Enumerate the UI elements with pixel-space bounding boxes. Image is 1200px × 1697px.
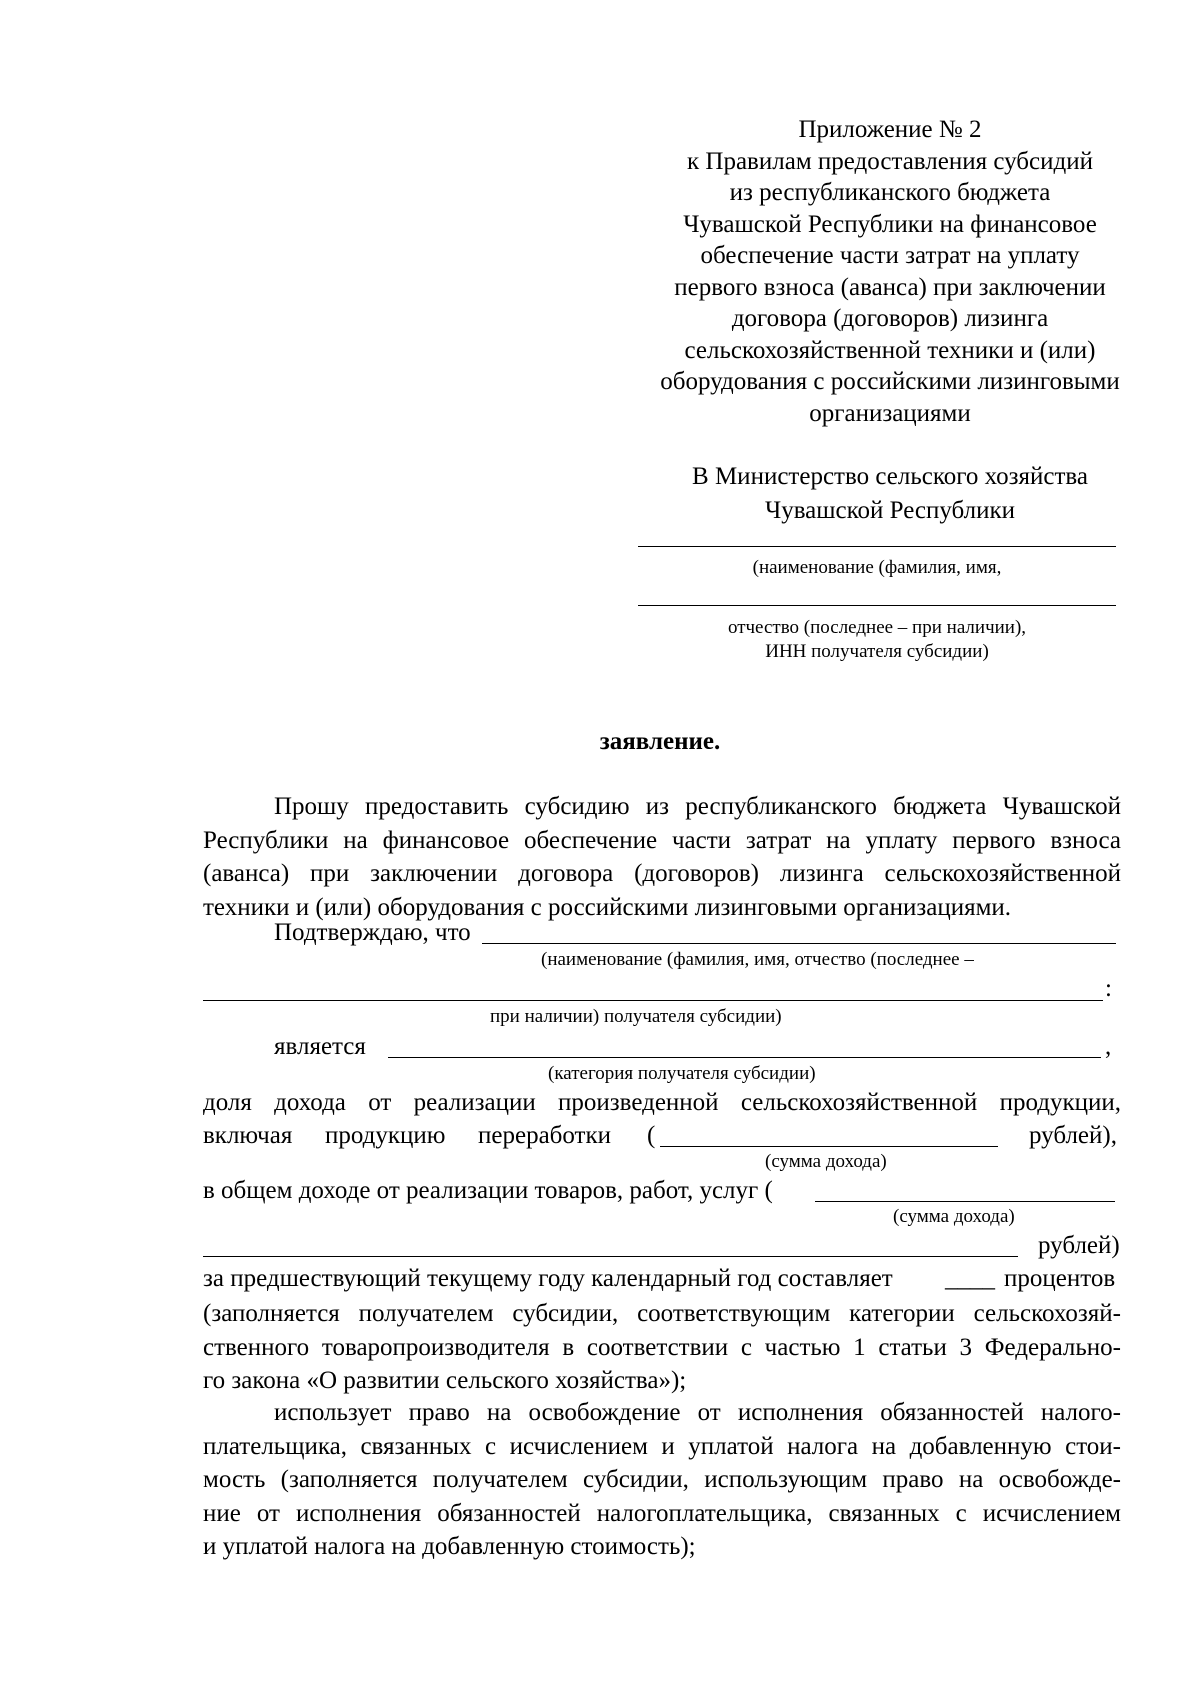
document-title: заявление. — [599, 728, 721, 755]
recipient-name-field-continued[interactable] — [203, 1000, 1103, 1001]
paragraph-line: мость (заполняется получателем субсидии, использующим право на освобожде- — [203, 1466, 1121, 1494]
income-word: продукцию — [325, 1122, 446, 1149]
field-caption: (наименование (фамилия, имя, — [752, 557, 1002, 578]
processing-income-field[interactable] — [660, 1146, 998, 1147]
income-word: включая — [203, 1122, 293, 1149]
appendix-line: Приложение № 2 — [798, 116, 982, 143]
income-line — [203, 1088, 1121, 1118]
field-caption: (наименование (фамилия, имя, отчество (последнее – — [541, 949, 974, 970]
paragraph-line: го закона «О развитии сельского хозяйства»); — [203, 1367, 687, 1395]
comma: , — [1105, 1033, 1112, 1060]
addressee-line: В Министерство сельского хозяйства — [692, 463, 1088, 490]
appendix-header — [600, 114, 1180, 429]
appendix-line: организациями — [809, 399, 971, 427]
appendix-line: обеспечение части затрат на уплату — [700, 242, 1080, 269]
field-caption: (сумма дохода) — [765, 1151, 887, 1172]
percent-unit: процентов — [1004, 1265, 1116, 1292]
colon: : — [1105, 975, 1112, 1002]
paragraph-line: и уплатой налога на добавленную стоимость); — [203, 1533, 696, 1561]
field-caption: отчество (последнее – при наличии), — [727, 617, 1027, 638]
income-text: доля дохода от реализации произведенной сельскохозяйственной продукции, — [203, 1089, 1121, 1116]
field-caption: ИНН получателя субсидии) — [765, 641, 989, 662]
field-caption: (категория получателя субсидии) — [548, 1063, 816, 1084]
vat-paragraph — [203, 1396, 1121, 1564]
confirm-lead: Подтверждаю, что — [274, 919, 471, 946]
applicant-inn-field[interactable] — [638, 605, 1116, 606]
request-paragraph — [203, 790, 1121, 924]
appendix-line: сельскохозяйственной техники и (или) — [684, 336, 1096, 364]
appendix-line: первого взноса (аванса) при заключении — [674, 273, 1106, 301]
recipient-name-field[interactable] — [482, 943, 1116, 944]
applicant-name-field[interactable] — [638, 546, 1116, 547]
appendix-line: договора (договоров) лизинга — [731, 305, 1049, 332]
percent-text: за предшествующий текущему году календарный год составляет — [203, 1265, 893, 1292]
percent-field[interactable]: ____ — [945, 1265, 995, 1292]
recipient-category-field[interactable] — [388, 1057, 1101, 1058]
paragraph-line: (аванса) при заключении договора (договоров) лизинга сельскохозяйственной — [203, 860, 1121, 888]
general-income-text: в общем доходе от реализации товаров, работ, услуг ( — [203, 1177, 773, 1204]
paragraph-line: плательщика, связанных с исчислением и уплатой налога на добавленную стои- — [203, 1432, 1121, 1460]
rub-label: рублей), — [1029, 1122, 1117, 1149]
total-income-field[interactable] — [815, 1201, 1115, 1202]
paragraph-line: Республики на финансовое обеспечение части затрат на уплату первого взноса — [203, 826, 1121, 854]
appendix-line: к Правилам предоставления субсидий — [687, 147, 1093, 175]
paragraph-line: ние от исполнения обязанностей налогоплательщика, связанных с исчислением — [203, 1499, 1121, 1527]
addressee-line: Чувашской Республики — [764, 497, 1016, 524]
appendix-line: из республиканского бюджета — [729, 179, 1051, 206]
rub-label: рублей) — [1038, 1232, 1120, 1259]
field-caption: (сумма дохода) — [893, 1206, 1015, 1227]
total-income-field-continued[interactable] — [203, 1256, 1018, 1257]
paragraph-line: техники и (или) оборудования с российскими лизинговыми организациями. — [203, 893, 1012, 921]
income-word: переработки — [478, 1122, 612, 1149]
paragraph-line: использует право на освобождение от исполнения обязанностей налого- — [274, 1399, 1121, 1426]
income-word: ( — [647, 1122, 656, 1149]
field-caption: при наличии) получателя субсидии) — [490, 1006, 782, 1027]
appendix-line: оборудования с российскими лизинговыми — [660, 368, 1120, 395]
paragraph-line: (заполняется получателем субсидии, соответствующим категории сельскохозяй- — [203, 1300, 1121, 1327]
paragraph-line: Прошу предоставить субсидию из республиканского бюджета Чувашской — [274, 793, 1121, 820]
addressee-block — [600, 460, 1180, 528]
paragraph-line: ственного товаропроизводителя в соответствии с частью 1 статьи 3 Федерально- — [203, 1333, 1121, 1361]
appendix-line: Чувашской Республики на финансовое — [683, 210, 1097, 238]
is-label: является — [274, 1033, 366, 1060]
percent-note — [203, 1297, 1121, 1398]
